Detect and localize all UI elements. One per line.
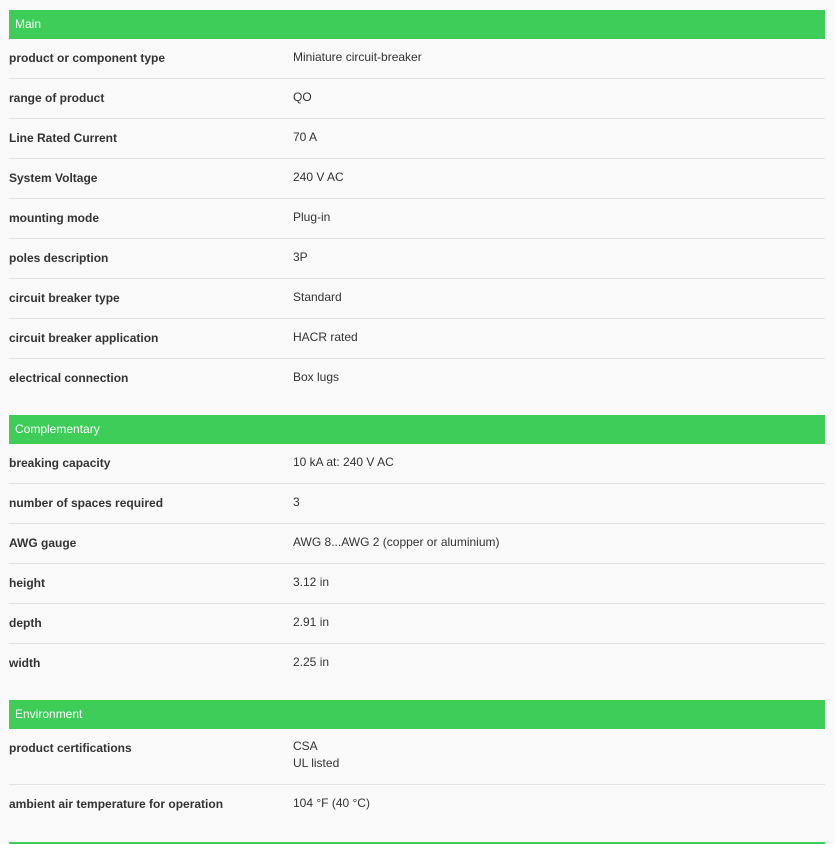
spec-row xyxy=(9,319,825,359)
spec-label: mounting mode xyxy=(9,211,99,225)
spec-value-line: UL listed xyxy=(293,756,340,770)
spec-row xyxy=(9,239,825,279)
spec-label: height xyxy=(9,576,45,590)
spec-label: Line Rated Current xyxy=(9,131,118,145)
spec-value: 10 kA at: 240 V AC xyxy=(293,455,394,469)
spec-value xyxy=(293,738,339,772)
spec-label: System Voltage xyxy=(9,171,98,185)
spec-value: 3.12 in xyxy=(293,575,330,589)
spec-value: 70 A xyxy=(293,130,318,144)
spec-value: Box lugs xyxy=(293,370,340,384)
spec-row xyxy=(9,444,825,484)
spec-label: width xyxy=(9,656,41,670)
spec-row xyxy=(9,119,825,159)
spec-value: Standard xyxy=(293,290,342,304)
spec-value: 3 xyxy=(293,495,300,509)
spec-row xyxy=(9,644,825,684)
spec-row xyxy=(9,359,825,399)
section-header-main: Main xyxy=(9,10,825,39)
spec-row xyxy=(9,279,825,319)
spec-row xyxy=(9,199,825,239)
spec-label: circuit breaker application xyxy=(9,331,159,345)
spec-row xyxy=(9,524,825,564)
spec-row xyxy=(9,604,825,644)
spec-label: range of product xyxy=(9,91,105,105)
spec-value: QO xyxy=(293,90,312,104)
spec-row xyxy=(9,564,825,604)
spec-row xyxy=(9,159,825,199)
spec-value: 240 V AC xyxy=(293,170,344,184)
spec-value: Miniature circuit-breaker xyxy=(293,50,422,64)
spec-label: circuit breaker type xyxy=(9,291,120,305)
spec-value: Plug-in xyxy=(293,210,331,224)
spec-label: poles description xyxy=(9,251,109,265)
spec-label: ambient air temperature for operation xyxy=(9,797,224,811)
spec-row xyxy=(9,484,825,524)
spec-value: 2.25 in xyxy=(293,655,330,669)
spec-value-line: CSA xyxy=(293,739,318,753)
spec-row xyxy=(9,729,825,785)
spec-label: product or component type xyxy=(9,51,165,65)
spec-row xyxy=(9,39,825,79)
spec-label: AWG gauge xyxy=(9,536,77,550)
spec-value: AWG 8...AWG 2 (copper or aluminium) xyxy=(293,535,500,549)
spec-label: number of spaces required xyxy=(9,496,164,510)
spec-row xyxy=(9,79,825,119)
section-header-complementary: Complementary xyxy=(9,415,825,444)
spec-value: 104 °F (40 °C) xyxy=(293,796,370,810)
spec-label: breaking capacity xyxy=(9,456,111,470)
spec-label: depth xyxy=(9,616,42,630)
spec-value: 3P xyxy=(293,250,308,264)
spec-label: product certifications xyxy=(9,741,132,755)
section-header-environment: Environment xyxy=(9,700,825,729)
spec-value: 2.91 in xyxy=(293,615,330,629)
spec-label: electrical connection xyxy=(9,371,129,385)
spec-row xyxy=(9,785,825,825)
spec-value: HACR rated xyxy=(293,330,358,344)
